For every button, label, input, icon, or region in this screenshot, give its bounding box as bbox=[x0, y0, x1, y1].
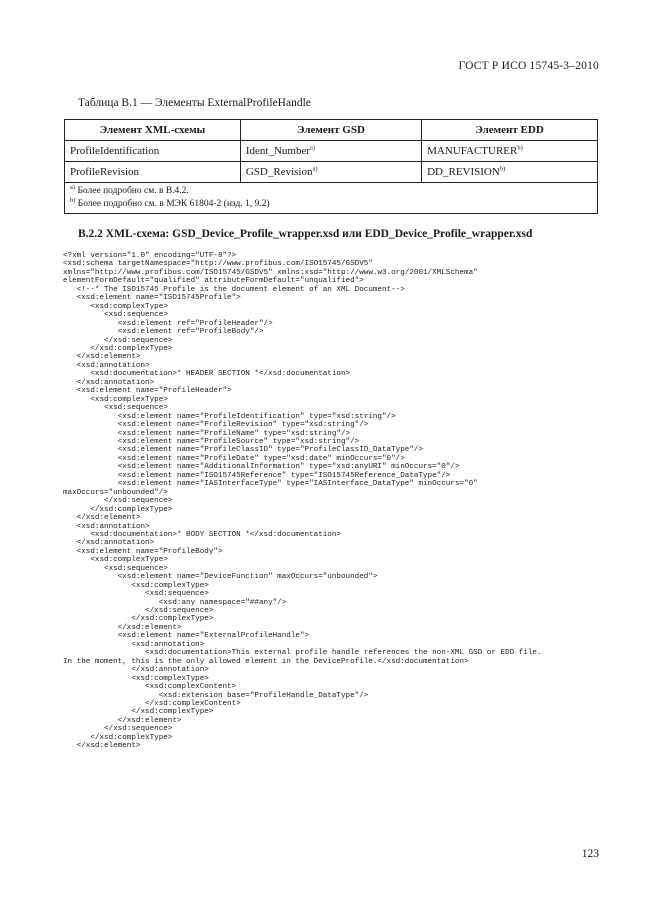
note-text: Более подробно см. в МЭК 61804-2 (изд. 1, 9.2) bbox=[77, 199, 270, 209]
cell-gsd bbox=[240, 162, 421, 183]
cell-gsd-value: Ident_Number bbox=[245, 145, 311, 157]
cell-gsd bbox=[240, 141, 421, 162]
footnote-ref: a) bbox=[310, 144, 316, 152]
column-header-xml: Элемент XML-схемы bbox=[65, 120, 241, 141]
table-note bbox=[70, 185, 592, 198]
footnote-ref: b) bbox=[517, 144, 523, 152]
footnote-ref: b) bbox=[499, 165, 506, 173]
cell-edd bbox=[422, 162, 598, 183]
document-code: ГОСТ Р ИСО 15745-3–2010 bbox=[458, 60, 599, 72]
table-notes bbox=[65, 183, 598, 214]
elements-table bbox=[64, 119, 598, 214]
table-row bbox=[65, 162, 598, 183]
cell-edd bbox=[422, 141, 598, 162]
footnote-ref: a) bbox=[312, 165, 318, 173]
table-note bbox=[70, 198, 592, 211]
note-text: Более подробно см. в В.4.2. bbox=[77, 186, 189, 196]
cell-edd-value: MANUFACTURER bbox=[427, 145, 518, 157]
table-notes-row bbox=[65, 183, 598, 214]
table-row bbox=[65, 141, 598, 162]
note-mark: b) bbox=[70, 196, 76, 204]
note-mark: a) bbox=[70, 183, 76, 191]
table-caption: Таблица В.1 — Элементы ExternalProfileHandle bbox=[78, 97, 311, 109]
column-header-edd: Элемент EDD bbox=[422, 120, 598, 141]
table-header-row bbox=[65, 120, 598, 141]
cell-edd-value: DD_REVISION bbox=[427, 166, 500, 178]
cell-xml: ProfileRevision bbox=[65, 162, 241, 183]
cell-xml: ProfileIdentification bbox=[65, 141, 241, 162]
xml-schema-code: <?xml version="1.0" encoding="UTF-8"?> <xsd:schema targetNamespace="http://www.profibus.com/ISO15745/GSDV5" xmlns="http://www.profibus.com/ISO15745/GSDV5" xmlns:xsd="http://www.w3.org/2001/XMLSchema" elementFormDefault="qualified" attributeFormDefault="unqualified"> <!--* The ISO15745 Profile is the document element of an XML Document--> <xsd:element name="ISO15745Profile"> <xsd:complexType> <xsd:sequence> <xsd:element ref="ProfileHeader"/> <xsd:element ref="ProfileBody"/> </xsd:sequence> </xsd:complexType> </xsd:element> <xsd:annotation> <xsd:documentation>* HEADER SECTION *</xsd:documentation> </xsd:annotation> <xsd:element name="ProfileHeader"> <xsd:complexType> <xsd:sequence> <xsd:element name="ProfileIdentification" type="xsd:string"/> <xsd:element name="ProfileRevision" type="xsd:string"/> <xsd:element name="ProfileName" type="xsd:string"/> <xsd:element name="ProfileSource" type="xsd:string"/> <xsd:element name="ProfileClassID" type="ProfileClassID_DataType"/> <xsd:element name="ProfileDate" type="xsd:date" minOccurs="0"/> <xsd:element name="AdditionalInformation" type="xsd:anyURI" minOccurs="0"/> <xsd:element name="ISO15745Reference" type="ISO15745Reference_DataType"/> <xsd:element name="IASInterfaceType" type="IASInterface_DataType" minOccurs="0" maxOccurs="unbounded"/> </xsd:sequence> </xsd:complexType> </xsd:element> <xsd:annotation> <xsd:documentation>* BODY SECTION *</xsd:documentation> </xsd:annotation> <xsd:element name="ProfileBody"> <xsd:complexType> <xsd:sequence> <xsd:element name="DeviceFunction" maxOccurs="unbounded"> <xsd:complexType> <xsd:sequence> <xsd:any namespace="##any"/> </xsd:sequence> </xsd:complexType> </xsd:element> <xsd:element name="ExternalProfileHandle"> <xsd:annotation> <xsd:documentation>This external profile handle references the non-XML GSD or EDD file. In the moment, this is the only allowed element in the DeviceProfile.</xsd:documentation> </xsd:annotation> <xsd:complexType> <xsd:complexContent> <xsd:extension base="ProfileHandle_DataType"/> </xsd:complexContent> </xsd:complexType> </xsd:element> </xsd:sequence> </xsd:complexType> </xsd:element> bbox=[63, 252, 542, 751]
page-number: 123 bbox=[581, 848, 599, 860]
column-header-gsd: Элемент GSD bbox=[240, 120, 421, 141]
cell-gsd-value: GSD_Revision bbox=[245, 166, 313, 178]
section-heading: В.2.2 XML-схема: GSD_Device_Profile_wrapper.xsd или EDD_Device_Profile_wrapper.xsd bbox=[78, 228, 533, 240]
